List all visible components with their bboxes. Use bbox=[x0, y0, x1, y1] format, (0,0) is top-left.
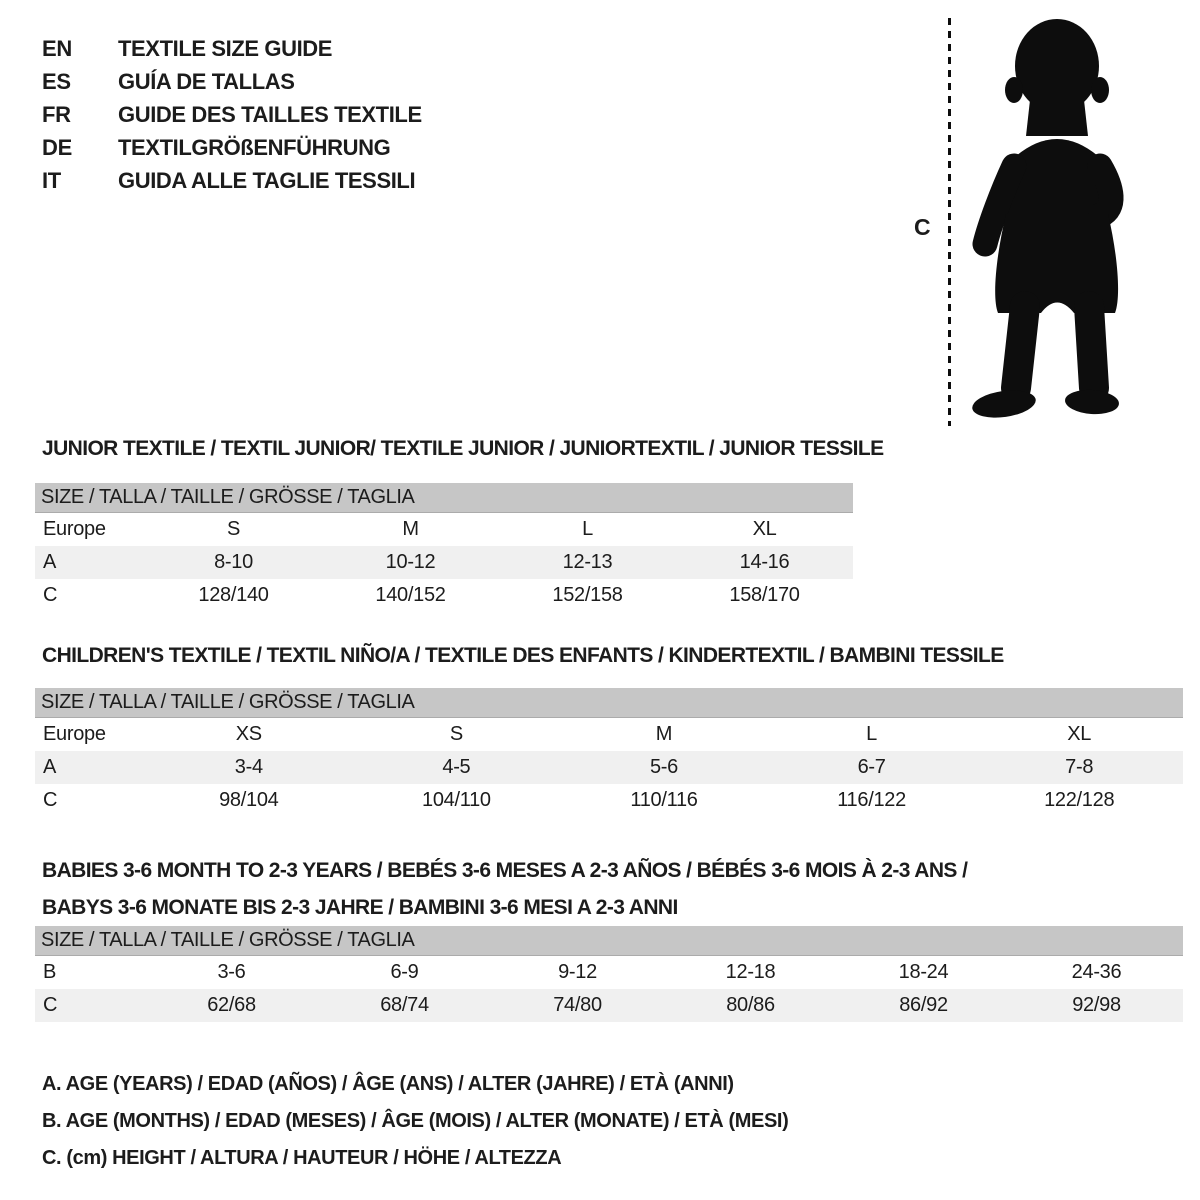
guide-title-de: TEXTILGRÖßENFÜHRUNG bbox=[118, 135, 391, 160]
guide-title-it: GUIDA ALLE TAGLIE TESSILI bbox=[118, 168, 416, 193]
table-row-height-cm bbox=[35, 579, 853, 612]
toddler-silhouette-icon bbox=[970, 16, 1138, 420]
height-value: 74/80 bbox=[553, 994, 602, 1016]
size-value: S bbox=[449, 723, 463, 745]
language-row-es bbox=[42, 65, 422, 98]
childrens-textile-section bbox=[35, 644, 1183, 817]
language-row-en bbox=[42, 32, 422, 65]
height-value: 80/86 bbox=[726, 994, 775, 1016]
size-value: L bbox=[582, 518, 593, 540]
row-label: C bbox=[43, 584, 58, 606]
babies-size-table bbox=[35, 956, 1183, 1022]
table-row-age-months bbox=[35, 956, 1183, 989]
height-value: 122/128 bbox=[1044, 789, 1115, 811]
size-value: L bbox=[866, 723, 877, 745]
table-row-height-cm bbox=[35, 989, 1183, 1022]
row-label: C bbox=[43, 789, 58, 811]
height-value: 128/140 bbox=[198, 584, 269, 606]
row-label: B bbox=[43, 961, 57, 983]
junior-table-title: JUNIOR TEXTILE / TEXTIL JUNIOR/ TEXTILE JUNIOR / JUNIORTEXTIL / JUNIOR TESSILE bbox=[42, 437, 884, 460]
height-value: 92/98 bbox=[1072, 994, 1121, 1016]
height-value: 116/122 bbox=[837, 789, 906, 811]
babies-size-header-bar: SIZE / TALLA / TAILLE / GRÖSSE / TAGLIA bbox=[35, 926, 1183, 956]
age-value: 3-4 bbox=[234, 756, 263, 778]
footnote-b-age-months: B. AGE (MONTHS) / EDAD (MESES) / ÂGE (MOIS) / ALTER (MONATE) / ETÀ (MESI) bbox=[42, 1110, 789, 1132]
age-value: 18-24 bbox=[898, 961, 949, 983]
row-label: A bbox=[43, 551, 57, 573]
table-row-height-cm bbox=[35, 784, 1183, 817]
age-value: 5-6 bbox=[649, 756, 678, 778]
row-label: Europe bbox=[43, 723, 106, 745]
childrens-size-header-bar: SIZE / TALLA / TAILLE / GRÖSSE / TAGLIA bbox=[35, 688, 1183, 718]
size-value: XL bbox=[1067, 723, 1092, 745]
language-code: IT bbox=[42, 168, 61, 193]
height-value: 86/92 bbox=[899, 994, 948, 1016]
legend-footnotes bbox=[42, 1066, 788, 1177]
footnote-a-age-years: A. AGE (YEARS) / EDAD (AÑOS) / ÂGE (ANS) / ALTER (JAHRE) / ETÀ (ANNI) bbox=[42, 1073, 734, 1095]
table-row-europe bbox=[35, 718, 1183, 751]
age-value: 9-12 bbox=[558, 961, 597, 983]
language-row-de bbox=[42, 131, 422, 164]
size-value: M bbox=[655, 723, 673, 745]
junior-size-header-bar: SIZE / TALLA / TAILLE / GRÖSSE / TAGLIA bbox=[35, 483, 853, 513]
size-value: S bbox=[226, 518, 241, 540]
language-code: ES bbox=[42, 69, 71, 94]
height-value: 98/104 bbox=[219, 789, 279, 811]
size-value: M bbox=[402, 518, 419, 540]
row-label: C bbox=[43, 994, 58, 1016]
childrens-size-table bbox=[35, 718, 1183, 817]
size-value: XL bbox=[752, 518, 777, 540]
age-value: 8-10 bbox=[214, 551, 253, 573]
childrens-table-title: CHILDREN'S TEXTILE / TEXTIL NIÑO/A / TEXTILE DES ENFANTS / KINDERTEXTIL / BAMBINI TESSILE bbox=[42, 644, 1004, 667]
footnote-c-height-cm: C. (cm) HEIGHT / ALTURA / HAUTEUR / HÖHE / ALTEZZA bbox=[42, 1147, 562, 1169]
babies-table-title-line1: BABIES 3-6 MONTH TO 2-3 YEARS / BEBÉS 3-6 MESES A 2-3 AÑOS / BÉBÉS 3-6 MOIS À 2-3 ANS / bbox=[42, 859, 968, 882]
row-label: A bbox=[43, 756, 57, 778]
language-code: DE bbox=[42, 135, 72, 160]
age-value: 6-9 bbox=[390, 961, 419, 983]
age-value: 12-13 bbox=[562, 551, 613, 573]
guide-title-es: GUÍA DE TALLAS bbox=[118, 69, 295, 94]
language-row-fr bbox=[42, 98, 422, 131]
height-value: 104/110 bbox=[422, 789, 491, 811]
row-label: Europe bbox=[43, 518, 106, 540]
height-value: 152/158 bbox=[552, 584, 623, 606]
age-value: 6-7 bbox=[857, 756, 886, 778]
age-value: 3-6 bbox=[217, 961, 246, 983]
language-code: FR bbox=[42, 102, 71, 127]
age-value: 12-18 bbox=[725, 961, 776, 983]
language-code: EN bbox=[42, 36, 72, 61]
age-value: 4-5 bbox=[442, 756, 471, 778]
age-value: 14-16 bbox=[739, 551, 790, 573]
height-value: 68/74 bbox=[380, 994, 429, 1016]
age-value: 24-36 bbox=[1071, 961, 1122, 983]
junior-size-table bbox=[35, 513, 853, 612]
babies-table-title-line2: BABYS 3-6 MONATE BIS 2-3 JAHRE / BAMBINI 3-6 MESI A 2-3 ANNI bbox=[42, 896, 678, 919]
language-title-list bbox=[42, 32, 422, 197]
guide-title-fr: GUIDE DES TAILLES TEXTILE bbox=[118, 102, 422, 127]
height-value: 158/170 bbox=[729, 584, 800, 606]
height-value: 140/152 bbox=[375, 584, 446, 606]
age-value: 10-12 bbox=[385, 551, 436, 573]
height-measure-dashed-line bbox=[948, 18, 951, 426]
junior-textile-section bbox=[35, 437, 884, 612]
age-value: 7-8 bbox=[1065, 756, 1094, 778]
height-value: 62/68 bbox=[207, 994, 256, 1016]
table-row-age-years bbox=[35, 546, 853, 579]
babies-textile-section bbox=[35, 852, 1183, 1022]
guide-title-en: TEXTILE SIZE GUIDE bbox=[118, 36, 333, 61]
height-label-c: C bbox=[914, 214, 931, 240]
size-value: XS bbox=[235, 723, 262, 745]
height-value: 110/116 bbox=[630, 789, 698, 811]
table-row-age-years bbox=[35, 751, 1183, 784]
table-row-europe bbox=[35, 513, 853, 546]
language-row-it bbox=[42, 164, 422, 197]
